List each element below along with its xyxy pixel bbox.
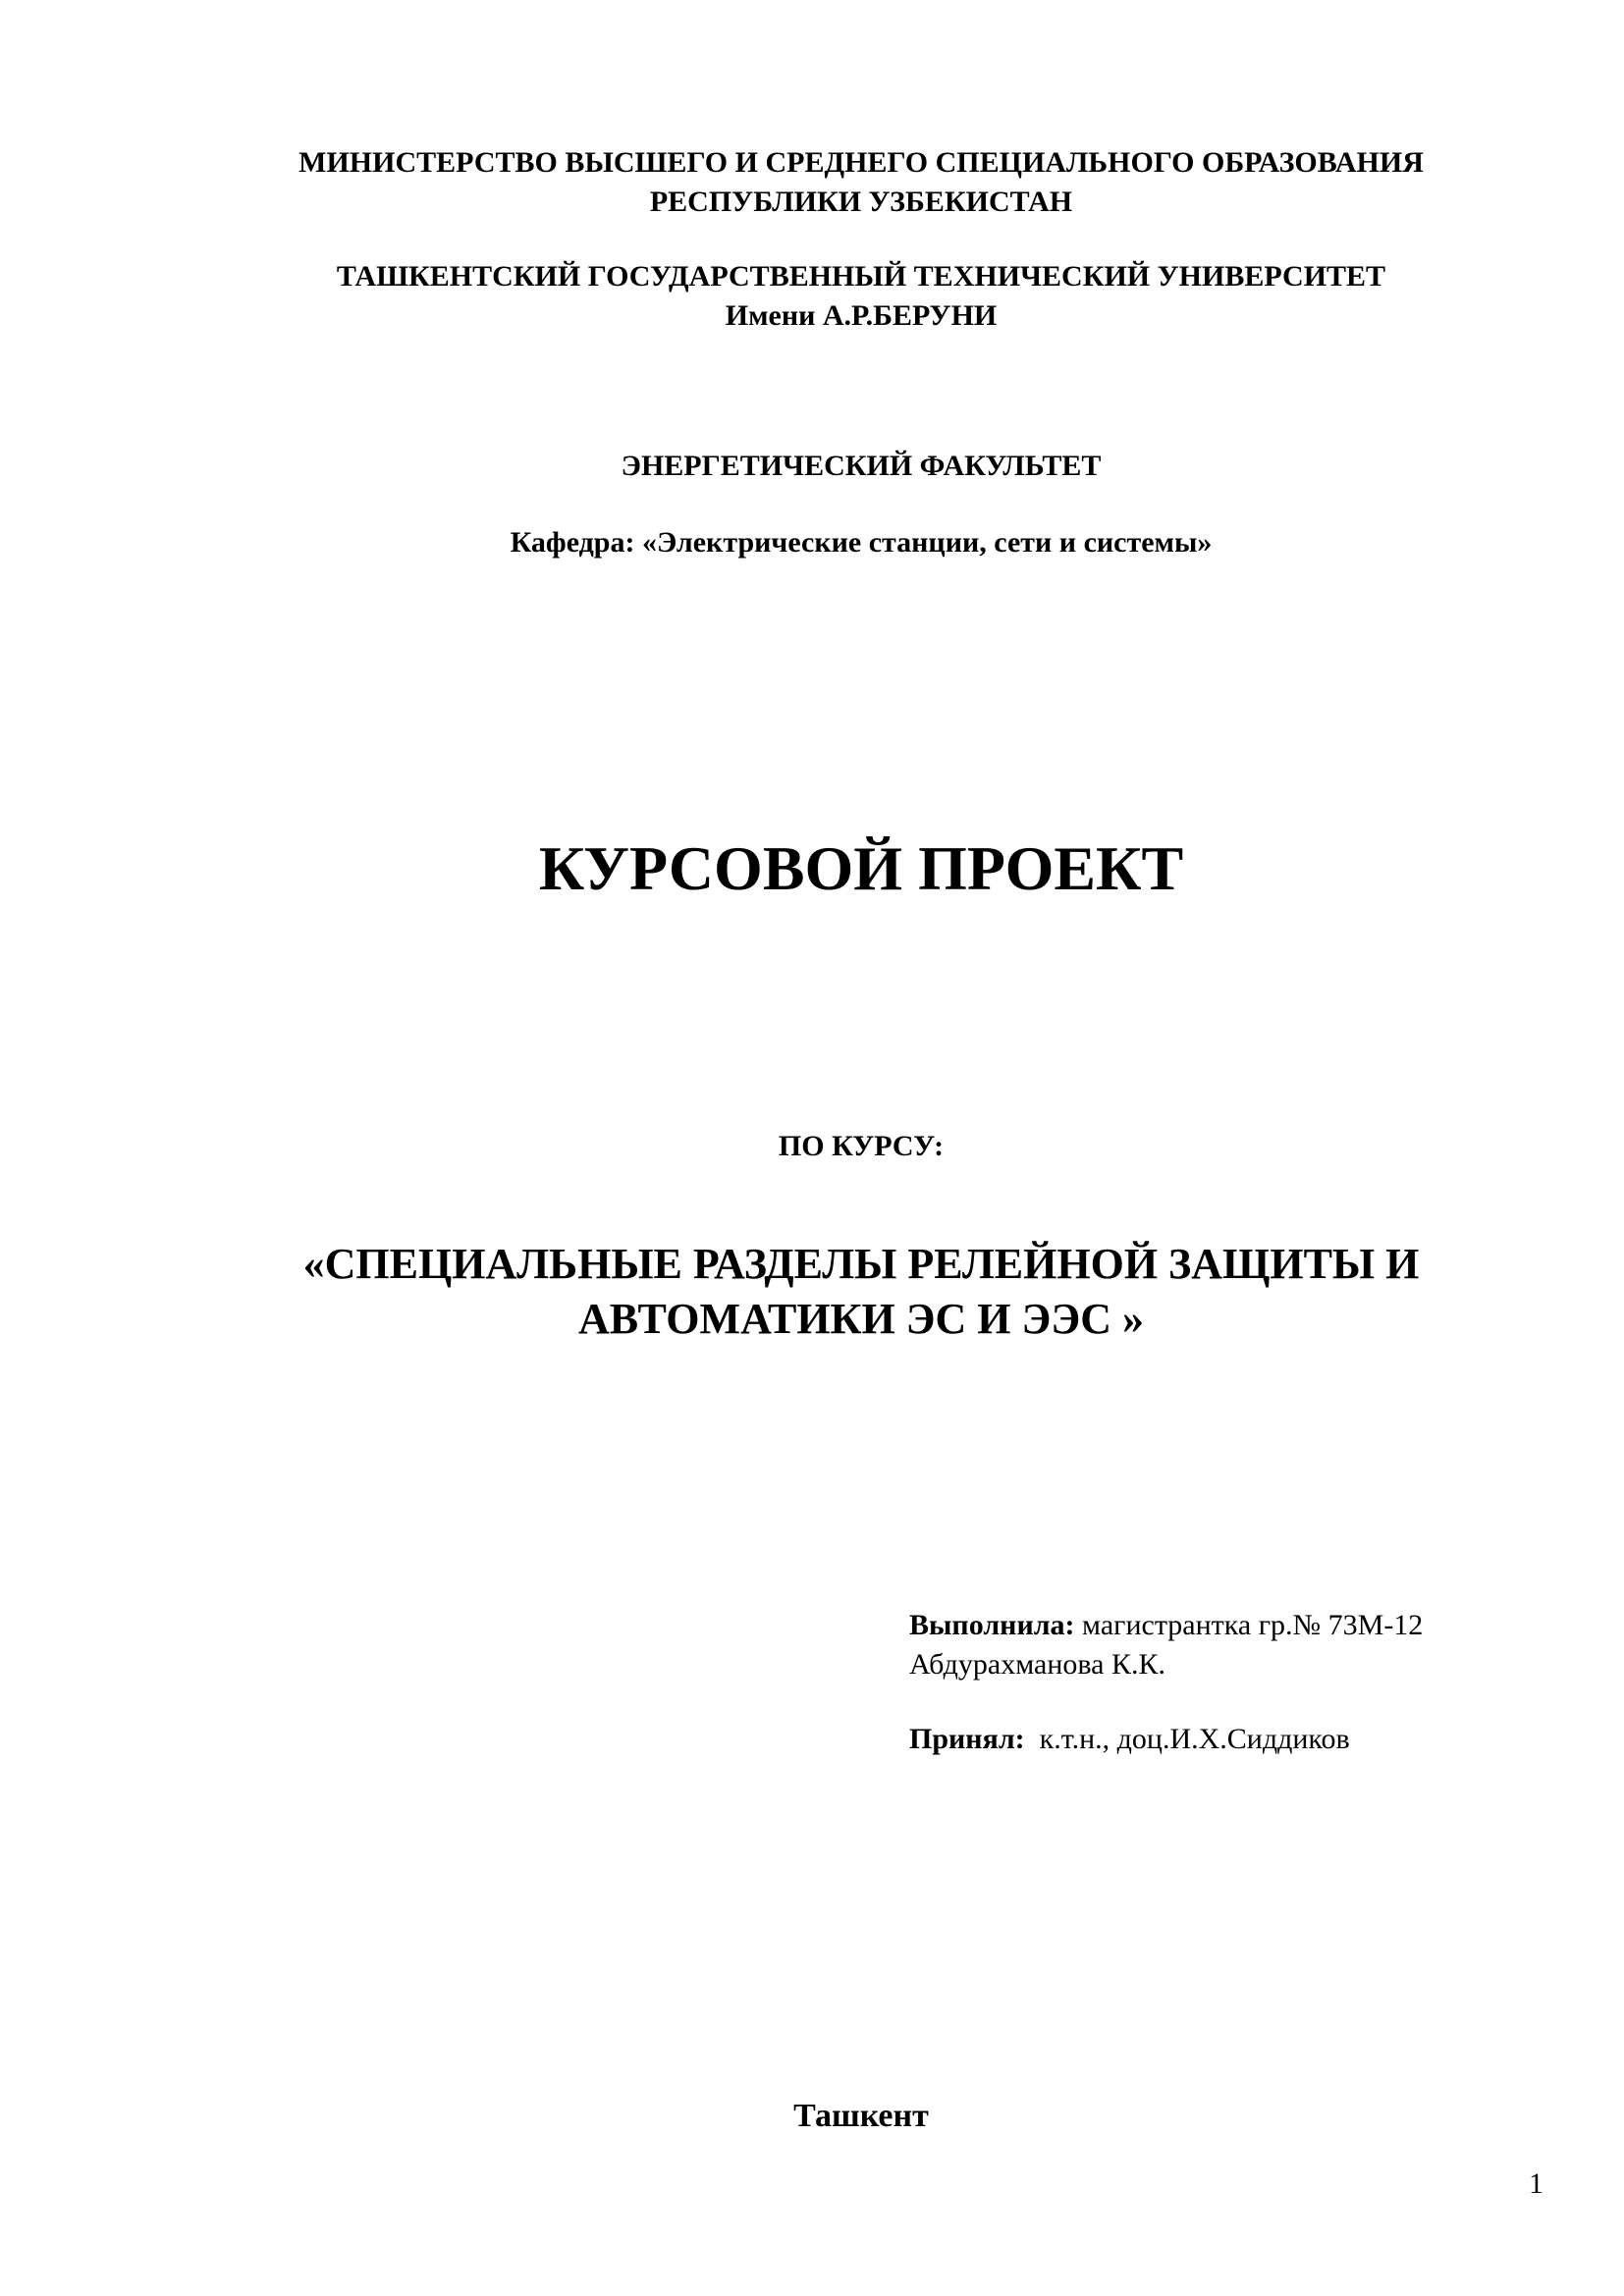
department-text: Кафедра: «Электрические станции, сети и системы»: [510, 526, 1213, 559]
university-line-2: Имени А.Р.БЕРУНИ: [725, 299, 998, 332]
university-line-1: ТАШКЕНТСКИЙ ГОСУДАРСТВЕННЫЙ ТЕХНИЧЕСКИЙ УНИВЕРСИТЕТ: [336, 260, 1386, 293]
faculty-name: [49, 447, 1624, 486]
document-type-title: КУРСОВОЙ ПРОЕКТ: [538, 833, 1184, 903]
performed-by-block: [909, 1606, 1577, 1684]
ministry-line-1: МИНИСТЕРСТВО ВЫСШЕГО И СРЕДНЕГО СПЕЦИАЛЬНОГО ОБРАЗОВАНИЯ: [298, 146, 1424, 179]
course-title-line-2: АВТОМАТИКИ ЭС И ЭЭС »: [578, 1295, 1144, 1343]
performed-by-name: Абдурахманова К.К.: [909, 1648, 1165, 1681]
accepted-by-label: Принял:: [909, 1723, 1025, 1755]
page-number: 1: [1529, 2167, 1543, 2200]
course-title: [49, 1237, 1624, 1347]
ministry-header: [49, 143, 1624, 222]
university-header: [49, 257, 1624, 336]
course-label: [49, 1127, 1624, 1166]
ministry-line-2: РЕСПУБЛИКИ УЗБЕКИСТАН: [649, 186, 1073, 218]
city-name: Ташкент: [793, 2098, 929, 2134]
department-name: [49, 523, 1624, 562]
performed-by-label: Выполнила:: [909, 1609, 1075, 1641]
course-label-text: ПО КУРСУ:: [778, 1130, 945, 1162]
course-title-line-1: «СПЕЦИАЛЬНЫЕ РАЗДЕЛЫ РЕЛЕЙНОЙ ЗАЩИТЫ И: [302, 1240, 1420, 1288]
accepted-by-block: [909, 1720, 1577, 1759]
performed-by-value: магистрантка гр.№ 73М-12: [1074, 1609, 1424, 1641]
faculty-text: ЭНЕРГЕТИЧЕСКИЙ ФАКУЛЬТЕТ: [621, 450, 1102, 482]
performed-by-line: [909, 1606, 1577, 1645]
accepted-by-value: к.т.н., доц.И.Х.Сиддиков: [1024, 1723, 1350, 1755]
accepted-by-line: [909, 1720, 1577, 1759]
